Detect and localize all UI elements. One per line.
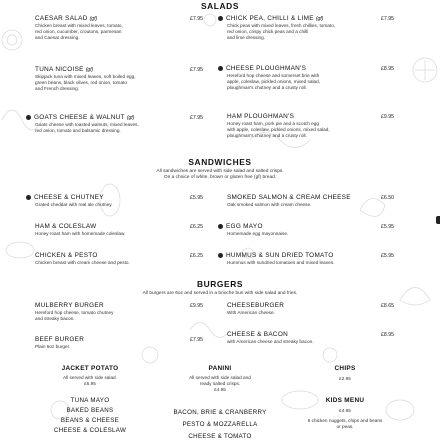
menu-item: CHEESE PLOUGHMAN'S £8.95 Hereford hop cheese and somerset brie with apple, coleslaw, pickled onions, mixed salad, ploughman's chutney and a crusty roll. <box>218 65 403 91</box>
item-price: £8.95 <box>381 66 394 72</box>
item-description: Goats cheese with toasted walnuts, mixed leaves, red onion, tomato and balsamic dressing. <box>35 122 139 134</box>
house-favourite-icon <box>218 16 223 21</box>
item-description: Grated cheddar with real ale chutney. <box>35 202 113 207</box>
item-price: £5.95 <box>381 253 394 259</box>
menu-item: CAESAR SALAD (gf) £7.95 Chicken breast with mixed leaves, tomato, red onion, cucumber, croutons, parmesan and Caesar dressing. <box>35 15 205 41</box>
item-description: Chicken breast with mixed leaves, tomato, red onion, cucumber, croutons, parmesan and Caesar dressing. <box>35 23 123 41</box>
chips-price: £2.95 <box>339 376 351 381</box>
item-price: £5.95 <box>381 224 394 230</box>
menu-item: CHEESE & BACON £8.95 with American cheese and streaky bacon. <box>227 331 403 345</box>
menu-item: CHICK PEA, CHILLI & LIME (gf) £7.95 Chick peas with mixed leaves, fresh chillies, tomato, red onion, crispy chick peas and a chilli and lime dressing. <box>218 15 403 41</box>
house-favourite-icon <box>218 66 223 71</box>
kids-menu-heading: KIDS MENU <box>325 397 365 404</box>
jacket-item: TUNA MAYO <box>70 397 110 404</box>
item-price: £8.95 <box>381 332 394 338</box>
menu-item: MULBERRY BURGER £9.95 Hereford hop cheese, tomato chutney and streaky bacon. <box>35 302 206 322</box>
item-price: £7.95 <box>190 115 203 121</box>
panini-item: PESTO & MOZZARELLA <box>182 421 258 428</box>
item-price: £8.65 <box>381 303 394 309</box>
sandwiches-note: All sandwiches are served with side salad and salted crisps. On a choice of white, brown or gluten free (gf) bread. <box>156 169 284 180</box>
menu-item: CHEESEBURGER £8.65 With American cheese. <box>227 302 403 316</box>
item-description: Homemade egg mayonnaise. <box>227 231 289 236</box>
menu-item: SMOKED SALMON & CREAM CHEESE £6.50 Oak smoked salmon with cream cheese. <box>227 194 403 208</box>
item-description: with American cheese and streaky bacon. <box>227 339 314 344</box>
item-description: Plain 6oz burger. <box>35 344 71 349</box>
item-description: Chick peas with mixed leaves, fresh chillies, tomato, red onion, crispy chick peas and a chilli and lime dressing. <box>227 23 336 41</box>
salads-heading: SALADS <box>200 1 240 11</box>
item-description: Skipjack tuna with mixed leaves, soft boiled egg, green beans, black olives, red onion, tomato and French dressing. <box>35 74 136 92</box>
item-description: With American cheese. <box>227 310 275 315</box>
house-favourite-icon <box>218 253 223 258</box>
jacket-item: BEANS & CHEESE <box>60 417 120 424</box>
kids-menu-description: 6 chicken nuggets, chips and beans or peas. <box>307 418 383 429</box>
jacket-item: BAKED BEANS <box>66 407 114 414</box>
menu-item: TUNA NICOISE (gf) £7.95 Skipjack tuna with mixed leaves, soft boiled egg, green beans, black olives, red onion, tomato and French dressing. <box>35 66 205 92</box>
item-description: Oak smoked salmon with cream cheese. <box>227 202 312 207</box>
menu-item: HUMMUS & SUN DRIED TOMATO £5.95 Hummus with sundried tomatoes and mixed leaves. <box>218 252 403 266</box>
page-edge-tab <box>436 216 440 224</box>
house-favourite-icon <box>26 115 31 120</box>
sandwiches-heading: SANDWICHES <box>188 157 252 167</box>
panini-note: All served with side salad and ready salted crisps. £4.95 <box>189 375 251 392</box>
menu-item: HAM & COLESLAW £6.25 Honey roast ham with homemade coleslaw. <box>35 223 206 237</box>
kids-menu-price: £4.95 <box>339 408 351 413</box>
panini-item: BACON, BRIE & CRANBERRY <box>173 409 267 416</box>
item-description: Hereford hop cheese and somerset brie with apple, coleslaw, pickled onions, mixed salad, ploughman's chutney and a crusty roll. <box>227 73 321 91</box>
menu-item: BEEF BURGER £7.95 Plain 6oz burger. <box>35 336 206 350</box>
item-description: Hummus with sundried tomatoes and mixed leaves. <box>227 260 335 265</box>
menu-item: EGG MAYO £5.95 Homemade egg mayonnaise. <box>218 223 403 237</box>
house-favourite-icon <box>218 224 223 229</box>
item-price: £6.25 <box>190 253 203 259</box>
item-description: Honey roast ham, pork pie and a scotch egg with apple, coleslaw, pickled onions, mixed salad, ploughman's chutney and a crusty roll. <box>227 121 330 139</box>
item-price: £9.95 <box>381 114 394 120</box>
burgers-heading: BURGERS <box>196 279 244 289</box>
item-description: Honey roast ham with homemade coleslaw. <box>35 231 126 236</box>
menu-item: HAM PLOUGHMAN'S £9.95 Honey roast ham, pork pie and a scotch egg with apple, coleslaw, pickled onions, mixed salad, ploughman's chutney and a crusty roll. <box>227 113 403 139</box>
item-price: £7.95 <box>190 67 203 73</box>
item-description: Hereford hop cheese, tomato chutney and streaky bacon. <box>35 310 114 322</box>
jacket-potato-heading: JACKET POTATO <box>61 365 119 372</box>
house-favourite-icon <box>26 195 31 200</box>
item-price: £7.95 <box>190 337 203 343</box>
jacket-item: CHEESE & COLESLAW <box>53 427 127 434</box>
jacket-potato-note: All served with side salad. £6.95 <box>63 375 117 386</box>
panini-item: CHEESE & TOMATO <box>188 433 252 440</box>
item-price: £6.25 <box>190 224 203 230</box>
panini-heading: PANINI <box>208 365 232 372</box>
chips-heading: CHIPS <box>334 365 356 372</box>
item-price: £5.95 <box>190 195 203 201</box>
menu-item: CHICKEN & PESTO £6.25 Chicken breast with cream cheese and pesto. <box>35 252 206 266</box>
item-price: £9.95 <box>190 303 203 309</box>
burgers-note: All burgers are 6oz and served in a brioche bun with side salad and fries. <box>142 291 298 296</box>
item-price: £6.50 <box>381 195 394 201</box>
menu-item: GOATS CHEESE & WALNUT (gf) £7.95 Goats cheese with toasted walnuts, mixed leaves, red onion, tomato and balsamic dressing. <box>26 114 206 134</box>
item-price: £7.95 <box>190 16 203 22</box>
item-price: £7.95 <box>381 16 394 22</box>
menu-item: CHEESE & CHUTNEY £5.95 Grated cheddar with real ale chutney. <box>26 194 206 208</box>
item-description: Chicken breast with cream cheese and pesto. <box>35 260 130 265</box>
